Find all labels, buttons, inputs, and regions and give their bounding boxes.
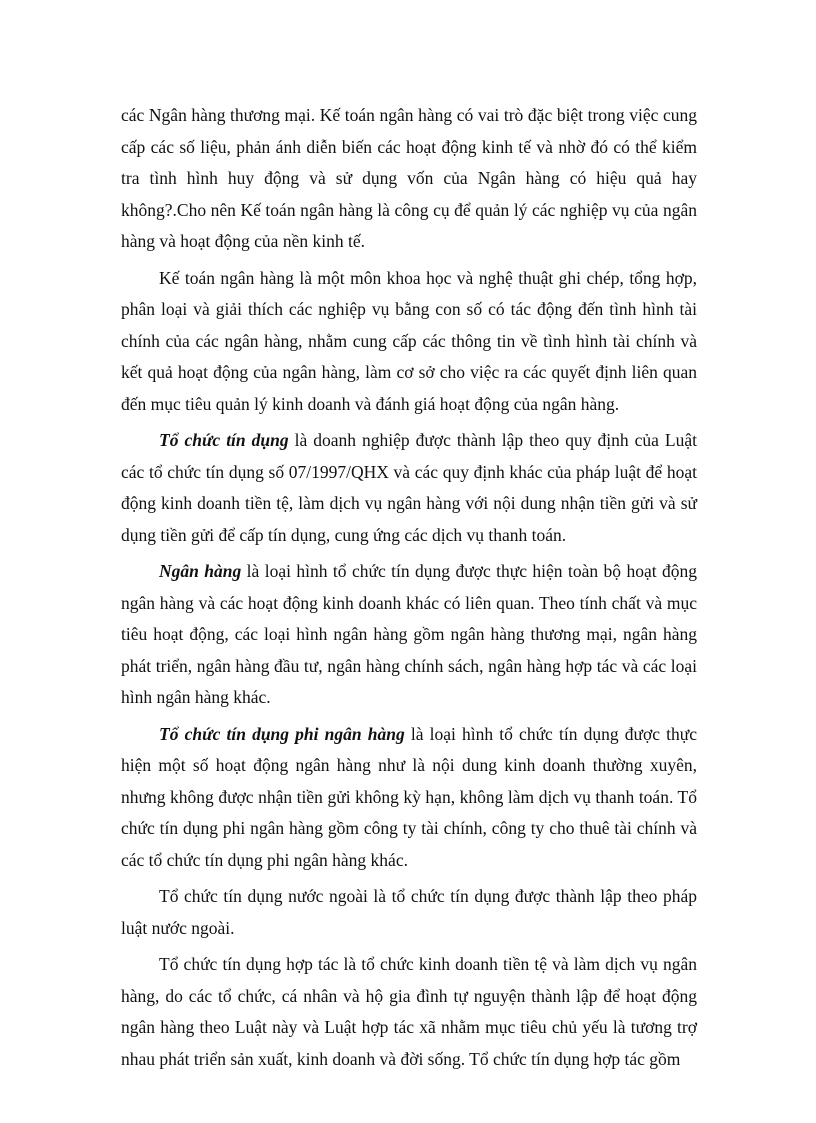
paragraph-foreign-credit-institution	[121, 881, 697, 944]
paragraph-text: Kế toán ngân hàng là một môn khoa học và nghệ thuật ghi chép, tổng hợp, phân loại và giải thích các nghiệp vụ bằng con số có tác động đến tình hình tài chính của các ngân hàng, nhằm cung cấp các thông tin về tình hình tài chính và kết quả hoạt động của ngân hàng, làm cơ sở cho việc ra các quyết định liên quan đến mục tiêu quản lý kinh doanh và đánh giá hoạt động của ngân hàng.	[121, 267, 697, 414]
paragraph-text: các Ngân hàng thương mại. Kế toán ngân hàng có vai trò đặc biệt trong việc cung cấp các số liệu, phản ánh diễn biến các hoạt động kinh tế và nhờ đó có thể kiểm tra tình hình huy động và sử dụng vốn của Ngân hàng có hiệu quả hay không?.Cho nên Kế toán ngân hàng là công cụ để quản lý các nghiệp vụ của ngân hàng và hoạt động của nền kinh tế.	[121, 105, 697, 251]
defined-term: Tổ chức tín dụng phi ngân hàng	[159, 723, 405, 744]
document-body	[121, 100, 697, 1080]
paragraph-credit-institution	[121, 425, 697, 551]
paragraph-text: Tổ chức tín dụng nước ngoài là tổ chức tín dụng được thành lập theo pháp luật nước ngoài.	[121, 886, 697, 938]
paragraph-bank-accounting-role	[121, 100, 697, 258]
paragraph-cooperative-credit-institution	[121, 949, 697, 1075]
paragraph-text: Tổ chức tín dụng hợp tác là tổ chức kinh doanh tiền tệ và làm dịch vụ ngân hàng, do các tổ chức, cá nhân và hộ gia đình tự nguyện thành lập để hoạt động ngân hàng theo Luật này và Luật hợp tác xã nhằm mục tiêu chủ yếu là tương trợ nhau phát triển sản xuất, kinh doanh và đời sống. Tổ chức tín dụng hợp tác gồm	[121, 954, 697, 1069]
paragraph-text: là doanh nghiệp được thành lập theo quy định của Luật các tổ chức tín dụng số 07/1997/QHX và các quy định khác của pháp luật để hoạt động kinh doanh tiền tệ, làm dịch vụ ngân hàng với nội dung nhận tiền gửi và sử dụng tiền gửi để cấp tín dụng, cung ứng các dịch vụ thanh toán.	[121, 430, 697, 545]
paragraph-text: là loại hình tổ chức tín dụng được thực hiện một số hoạt động ngân hàng như là nội dung kinh doanh thường xuyên, nhưng không được nhận tiền gửi không kỳ hạn, không làm dịch vụ thanh toán. Tổ chức tín dụng phi ngân hàng gồm công ty tài chính, công ty cho thuê tài chính và các tổ chức tín dụng phi ngân hàng khác.	[121, 723, 697, 870]
paragraph-bank-accounting-definition	[121, 263, 697, 421]
paragraph-non-bank-credit-institution	[121, 719, 697, 877]
paragraph-text: là loại hình tổ chức tín dụng được thực hiện toàn bộ hoạt động ngân hàng và các hoạt động kinh doanh khác có liên quan. Theo tính chất và mục tiêu hoạt động, các loại hình ngân hàng gồm ngân hàng thương mại, ngân hàng phát triển, ngân hàng đầu tư, ngân hàng chính sách, ngân hàng hợp tác và các loại hình ngân hàng khác.	[121, 561, 697, 707]
defined-term: Ngân hàng	[159, 561, 242, 581]
defined-term: Tổ chức tín dụng	[159, 430, 289, 450]
paragraph-bank	[121, 556, 697, 714]
